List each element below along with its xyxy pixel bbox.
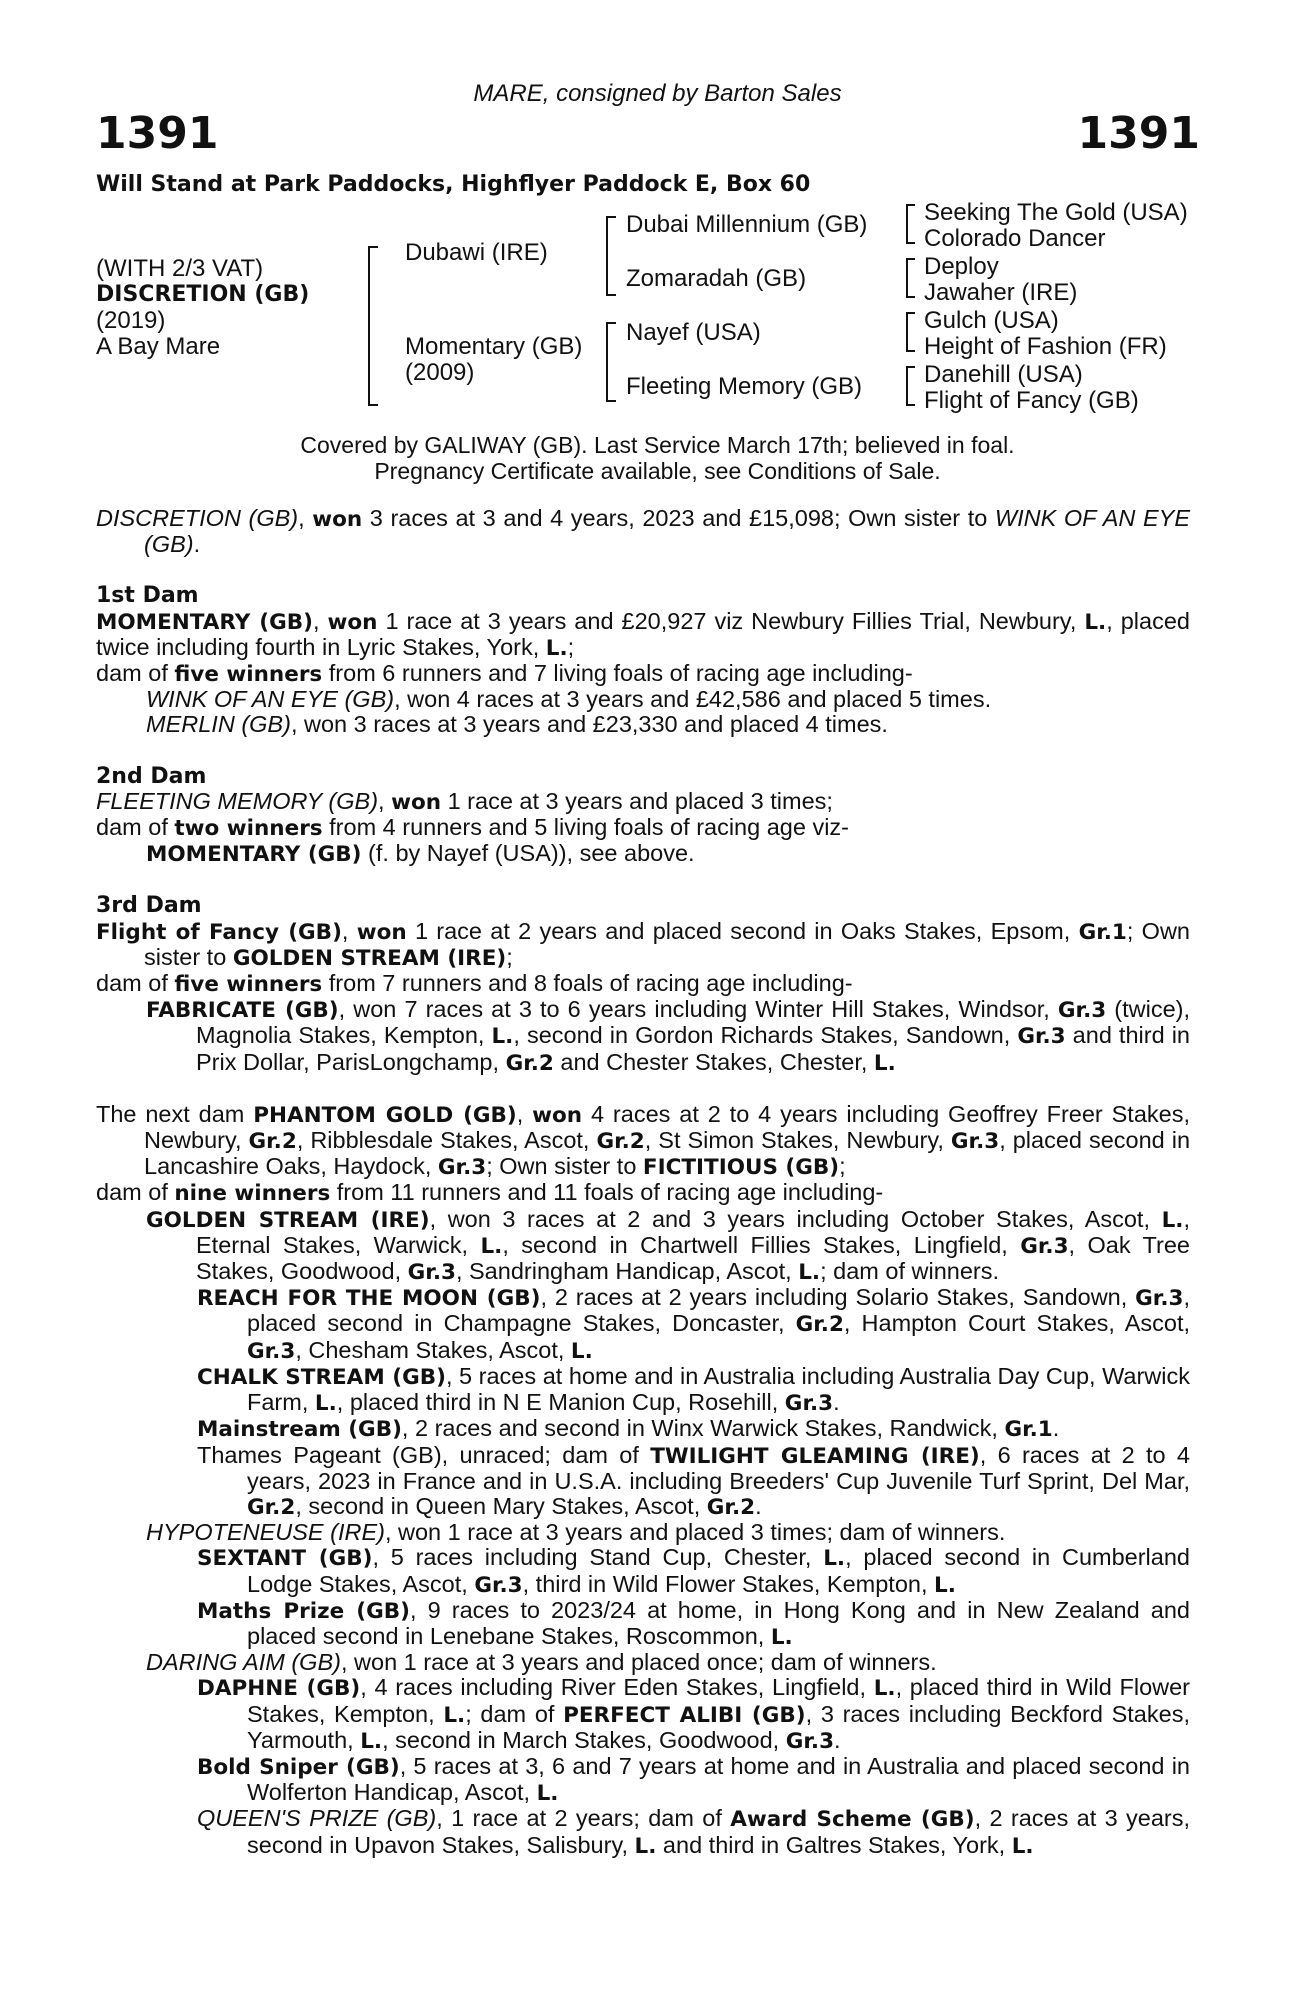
brace-g3: [906, 312, 915, 352]
first-dam-progeny-2: MERLIN (GB), won 3 races at 3 years and £23,330 and placed 4 times.: [146, 711, 888, 738]
progeny-chalk-stream: CHALK STREAM (GB), 5 races at home and in Australia including Australia Day Cup, Warwick Farm, L., placed third in N E Manion Cup, Rosehill, Gr.3.: [197, 1362, 1190, 1417]
pedigree-brace: [368, 246, 378, 406]
catalogue-body: [96, 506, 1190, 1859]
progeny-queens-prize: QUEEN'S PRIZE (GB), 1 race at 2 years; dam of Award Scheme (GB), 2 races at 3 years, second in Upavon Stakes, Salisbury, L. and third in Galtres Stakes, York, L.: [197, 1805, 1190, 1859]
sire-dam: Zomaradah (GB): [626, 265, 807, 292]
progeny-reach-for-the-moon: REACH FOR THE MOON (GB), 2 races at 2 years including Solario Stakes, Sandown, Gr.3, placed second in Champagne Stakes, Doncaster, Gr.2, Hampton Court Stakes, Ascot, Gr.3, Chesham Stakes, Ascot, L.: [197, 1284, 1191, 1364]
second-dam-progeny-1: MOMENTARY (GB) (f. by Nayef (USA)), see above.: [146, 840, 695, 868]
next-dam-text: The next dam PHANTOM GOLD (GB), won 4 races at 2 to 4 years including Geoffrey Freer Stakes, Newbury, Gr.2, Ribblesdale Stakes, Ascot, Gr.2, St Simon Stakes, Newbury, Gr.3, placed second in Lancashire Oaks, Haydock, Gr.3; Own sister to FICTITIOUS (GB);: [96, 1100, 1191, 1181]
brace-g2: [906, 258, 915, 298]
first-dam-produce: dam of five winners from 6 runners and 7 living foals of racing age including-: [96, 660, 913, 688]
third-dam-text: Flight of Fancy (GB), won 1 race at 2 years and placed second in Oaks Stakes, Epsom, Gr.1; Own sister to GOLDEN STREAM (IRE);: [96, 917, 1190, 971]
progeny-bold-sniper: Bold Sniper (GB), 5 races at 3, 6 and 7 years at home and in Australia and placed second in Wolferton Handicap, Ascot, L.: [197, 1752, 1190, 1807]
grandsire-2: Colorado Dancer: [924, 225, 1106, 252]
progeny-daring-aim: DARING AIM (GB), won 1 race at 3 years and placed once; dam of winners.: [146, 1649, 937, 1676]
stand-location: Will Stand at Park Paddocks, Highflyer Paddock E, Box 60: [96, 172, 811, 197]
grandsire-7: Danehill (USA): [924, 361, 1083, 388]
first-dam-progeny-1: WINK OF AN EYE (GB), won 4 races at 3 years and £42,586 and placed 5 times.: [146, 686, 992, 713]
brace-g4: [906, 366, 915, 406]
lot-number-left: 1391: [96, 108, 219, 159]
grandsire-4: Jawaher (IRE): [924, 279, 1078, 306]
dam-sire: Nayef (USA): [626, 319, 761, 346]
progeny-golden-stream: GOLDEN STREAM (IRE), won 3 races at 2 and 3 years including October Stakes, Ascot, L., Eternal Stakes, Warwick, L., second in Chartwell Fillies Stakes, Lingfield, Gr.3, Oak Tree Stakes, Goodwood, Gr.3, Sandringham Handicap, Ascot, L.; dam of winners.: [146, 1205, 1190, 1286]
dam-brace: [606, 322, 616, 402]
first-dam-heading: 1st Dam: [96, 583, 199, 609]
sire-brace: [606, 216, 616, 296]
sire-sire: Dubai Millennium (GB): [626, 211, 868, 238]
grandsire-6: Height of Fashion (FR): [924, 333, 1167, 360]
covered-line-2: Pregnancy Certificate available, see Conditions of Sale.: [374, 458, 941, 484]
lot-number-right: 1391: [1077, 108, 1200, 159]
grandsire-5: Gulch (USA): [924, 307, 1059, 334]
third-dam-produce: dam of five winners from 7 runners and 8 foals of racing age including-: [96, 970, 853, 998]
progeny-maths-prize: Maths Prize (GB), 9 races to 2023/24 at home, in Hong Kong and in New Zealand and placed second in Lenebane Stakes, Roscommon, L.: [197, 1596, 1190, 1650]
brace-g1: [906, 204, 915, 244]
dam-dam: Fleeting Memory (GB): [626, 373, 863, 400]
sire: Dubawi (IRE): [405, 239, 548, 266]
covered-line-1: Covered by GALIWAY (GB). Last Service March 17th; believed in foal.: [300, 432, 1015, 458]
horse-year: (2019): [96, 307, 166, 334]
grandsire-1: Seeking The Gold (USA): [924, 199, 1188, 226]
progeny-thames-pageant: Thames Pageant (GB), unraced; dam of TWILIGHT GLEAMING (IRE), 6 races at 2 to 4 years, 2023 in France and in U.S.A. including Breeders' Cup Juvenile Turf Sprint, Del Mar, Gr.2, second in Queen Mary Stakes, Ascot, Gr.2.: [197, 1441, 1190, 1520]
horse-description: A Bay Mare: [96, 333, 221, 360]
dam-year: (2009): [405, 359, 475, 386]
third-dam-progeny-1: FABRICATE (GB), won 7 races at 3 to 6 years including Winter Hill Stakes, Windsor, Gr.3 (twice), Magnolia Stakes, Kempton, L., second in Gordon Richards Stakes, Sandown, Gr.3 and third in Prix Dollar, ParisLongchamp, Gr.2 and Chester Stakes, Chester, L.: [146, 996, 1191, 1076]
consignment-line: MARE, consigned by Barton Sales: [473, 80, 842, 107]
first-dam-text: MOMENTARY (GB), won 1 race at 3 years and £20,927 viz Newbury Fillies Trial, Newbury, L., placed twice including fourth in Lyric Stakes, York, L.;: [96, 607, 1190, 661]
second-dam-produce: dam of two winners from 4 runners and 5 living foals of racing age viz-: [96, 814, 850, 842]
grandsire-3: Deploy: [924, 253, 999, 280]
horse-summary: DISCRETION (GB), won 3 races at 3 and 4 years, 2023 and £15,098; Own sister to WINK OF AN EYE (GB).: [96, 505, 1191, 558]
progeny-sextant: SEXTANT (GB), 5 races including Stand Cup, Chester, L., placed second in Cumberland Lodge Stakes, Ascot, Gr.3, third in Wild Flower Stakes, Kempton, L.: [197, 1544, 1190, 1598]
grandsire-8: Flight of Fancy (GB): [924, 387, 1139, 414]
progeny-hypoteneuse: HYPOTENEUSE (IRE), won 1 race at 3 years and placed 3 times; dam of winners.: [146, 1519, 1006, 1546]
vat-note: (WITH 2/3 VAT): [96, 255, 264, 282]
dam: Momentary (GB): [405, 333, 583, 360]
progeny-daphne: DAPHNE (GB), 4 races including River Eden Stakes, Lingfield, L., placed third in Wild Flower Stakes, Kempton, L.; dam of PERFECT ALIBI (GB), 3 races including Beckford Stakes, Yarmouth, L., second in March Stakes, Goodwood, Gr.3.: [197, 1674, 1191, 1754]
next-dam-produce: dam of nine winners from 11 runners and 11 foals of racing age including-: [96, 1179, 884, 1207]
third-dam-heading: 3rd Dam: [96, 893, 202, 919]
second-dam-heading: 2nd Dam: [96, 763, 207, 789]
horse-name: DISCRETION (GB): [96, 282, 310, 307]
progeny-mainstream: Mainstream (GB), 2 races and second in Winx Warwick Stakes, Randwick, Gr.1.: [197, 1415, 1060, 1443]
second-dam-text: FLEETING MEMORY (GB), won 1 race at 3 years and placed 3 times;: [96, 787, 833, 815]
